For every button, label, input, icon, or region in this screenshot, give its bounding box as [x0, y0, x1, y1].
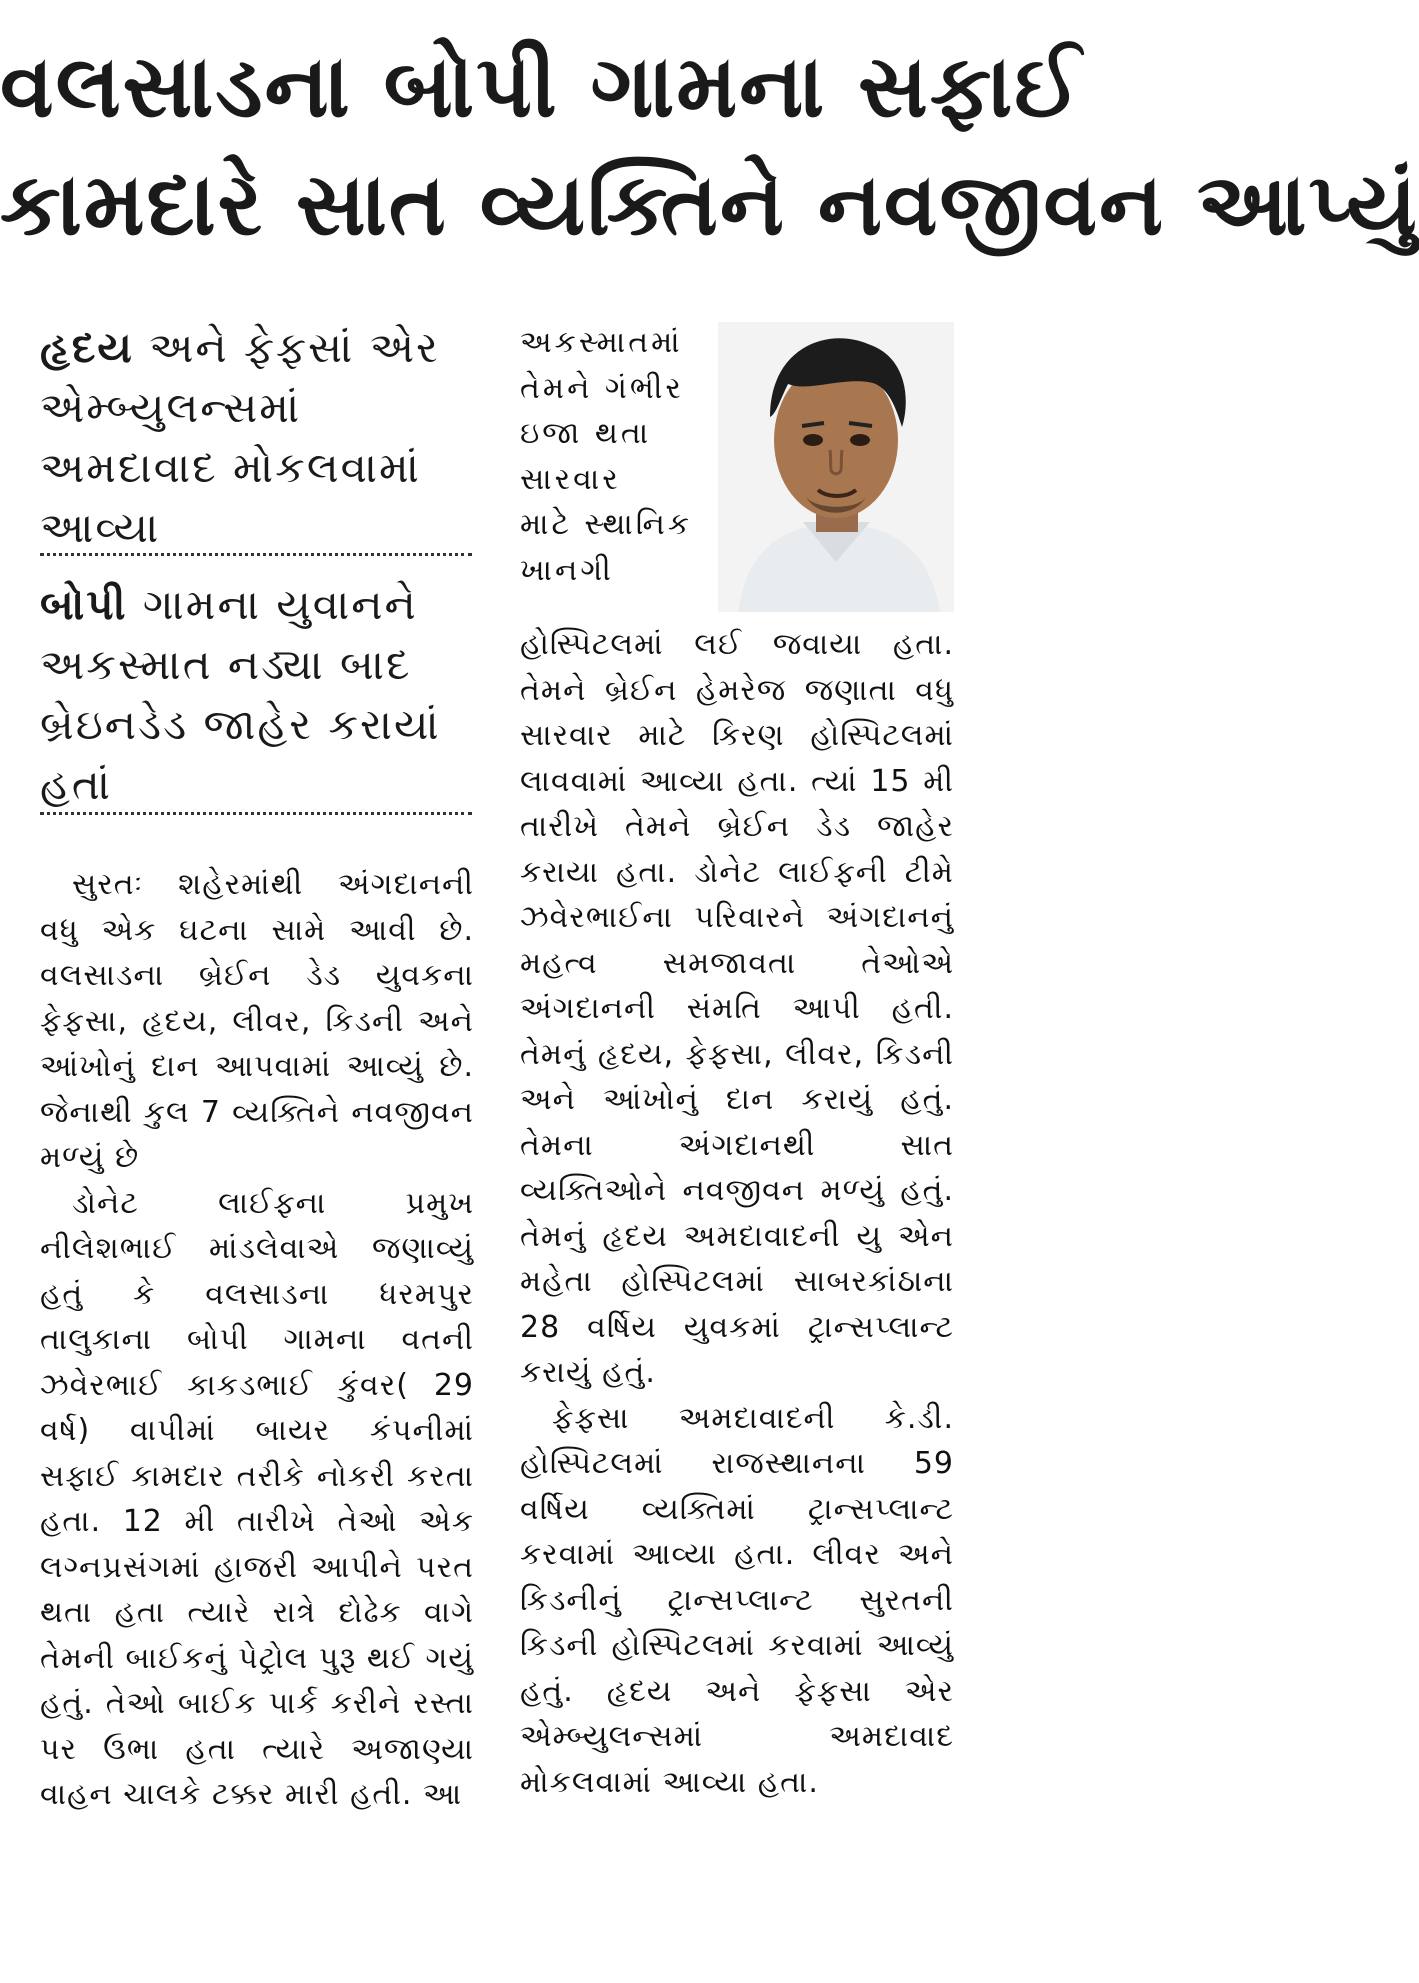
subhead-2-bold: બોપી — [40, 580, 128, 629]
portrait-photo — [718, 322, 954, 612]
portrait-photo-icon — [718, 322, 954, 612]
right-top-line: સારવાર — [520, 461, 621, 497]
subhead-1-bold: હૃદય — [40, 323, 134, 372]
subhead-bopi-youth — [40, 575, 480, 815]
paragraph: હોસ્પિટલમાં લઈ જવાયા હતા. તેમને બ્રેઈન હેમરેજ જણાતા વધુ સારવાર માટે કિરણ હોસ્પિટલમાં લાવવામાં આવ્યા હતા. ત્યાં 15 મી તારીખે તેમને બ્રેઈન ડેડ જાહેર કરાયા હતા. ડોનેટ લાઈફની ટીમે ઝવેરભાઈના પરિવારને અંગદાનનું મહત્વ સમજાવતા તેઓએ અંગદાનની સંમતિ આપી હતી. તેમનું હૃદય, ફેફસા, લીવર, કિડની અને આંખોનું દાન કરાયું હતું. તેમના અંગદાનથી સાત વ્યક્તિઓને નવજીવન મળ્યું હતું. તેમનું હૃદય અમદાવાદની યુ એન મહેતા હોસ્પિટલમાં સાબરકાંઠાના 28 વર્ષિય યુવકમાં ટ્રાન્સપ્લાન્ટ કરાયું હતું. — [520, 627, 954, 1390]
divider-2 — [40, 812, 472, 815]
divider-1 — [40, 553, 472, 556]
headline-line-1: વલસાડના બોપી ગામના સફાઈ — [0, 37, 1083, 137]
right-top-line: અકસ્માતમાં — [520, 325, 683, 360]
right-top-text — [520, 320, 710, 593]
right-top-line: ખાનગી — [520, 552, 614, 588]
headline-line-2: કામદારે સાત વ્યક્તિને નવજીવન આપ્યું — [0, 155, 1419, 255]
right-top-line: ઇજા થતા — [520, 416, 652, 451]
paragraph: ડોનેટ લાઈફના પ્રમુખ નીલેશભાઈ માંડલેવાએ જણાવ્યું હતું કે વલસાડના ધરમપુર તાલુકાના બોપી ગામના વતની ઝવેરભાઈ કાકડભાઈ કુંવર( 29 વર્ષ) વાપીમાં બાયર કંપનીમાં સફાઈ કામદાર તરીકે નોકરી કરતા હતા. 12 મી તારીખે તેઓ એક લગ્નપ્રસંગમાં હાજરી આપીને પરત થતા હતા ત્યારે રાત્રે દોઢેક વાગે તેમની બાઈકનું પેટ્રોલ પુરૂ થઈ ગયું હતું. તેઓ બાઈક પાર્ક કરીને રસ્તા પર ઉભા હતા ત્યારે અજાણ્યા વાહન ચાલકે ટક્કર મારી હતી. આ — [40, 1185, 474, 1812]
paragraph: સુરતઃ શહેરમાંથી અંગદાનની વધુ એક ઘટના સામે આવી છે. વલસાડના બ્રેઈન ડેડ યુવકના ફેફસા, હૃદય, લીવર, કિડની અને આંખોનું દાન આપવામાં આવ્યું છે. જેનાથી કુલ 7 વ્યક્તિને નવજીવન મળ્યું છે — [40, 867, 474, 1175]
paragraph: ફેફસા અમદાવાદની કે.ડી. હોસ્પિટલમાં રાજસ્થાનના 59 વર્ષિય વ્યક્તિમાં ટ્રાન્સપ્લાન્ટ કરવામાં આવ્યા હતા. લીવર અને કિડનીનું ટ્રાન્સપ્લાન્ટ સુરતની કિડની હોસ્પિટલમાં કરવામાં આવ્યું હતું. હૃદય અને ફેફસા એર એમ્બ્યુલન્સમાં અમદાવાદ મોકલવામાં આવ્યા હતા. — [520, 1400, 954, 1800]
subhead-2-text: ગામના યુવાનને અકસ્માત નડ્યા બાદ બ્રેઇનડેડ જાહેર કરાયાં હતાં — [40, 580, 441, 809]
left-column — [40, 862, 474, 1818]
right-top-line: તેમને ગંભીર — [520, 370, 684, 406]
subhead-heart-lungs — [40, 318, 480, 558]
headline — [0, 28, 1419, 264]
right-column — [520, 622, 954, 1805]
subhead-1-text: અને ફેફસાં એર એમ્બ્યુલન્સમાં અમદાવાદ મોકલવામાં આવ્યા — [40, 323, 440, 552]
right-top-line: માટે સ્થાનિક — [520, 507, 693, 542]
